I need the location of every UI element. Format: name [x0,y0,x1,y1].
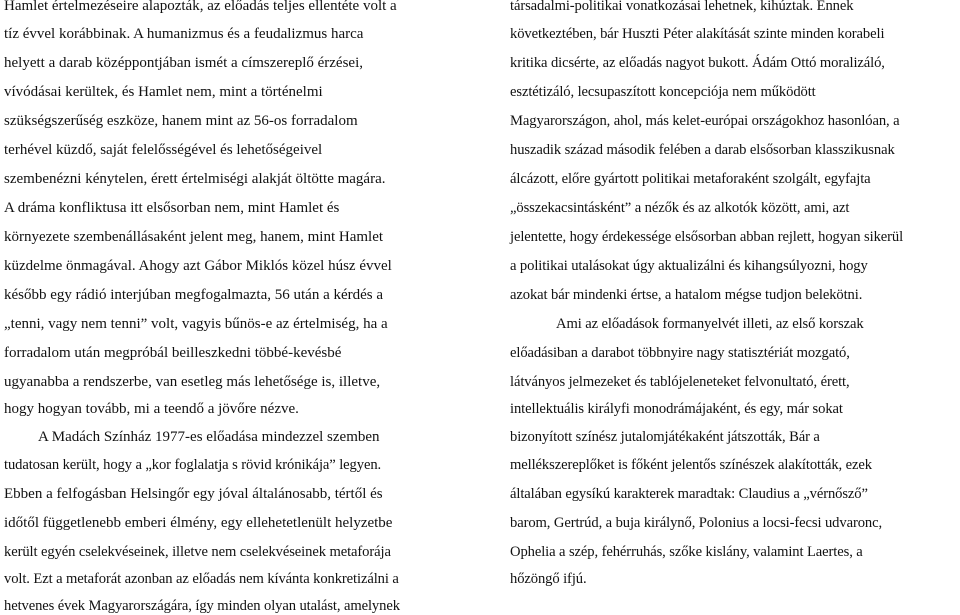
text-line: környezete szembenállásaként jelent meg, hanem, mint Hamlet [4,229,384,245]
text-line: a politikai utalásokat úgy aktualizálni és kihangsúlyozni, hogy [510,258,868,274]
text-line: barom, Gertrúd, a buja királynő, Polonius a locsi-fecsi udvaronc, [510,515,883,531]
text-line: Ophelia a szép, fehérruhás, szőke kislány, valamint Laertes, a [510,544,863,560]
text-line: „tenni, vagy nem tenni” volt, vagyis bűnös-e az értelmiség, ha a [4,316,388,332]
text-line: hőzöngő ifjú. [510,571,587,587]
paragraph-start-line: A Madách Színház 1977-es előadása mindezzel szemben [38,429,380,445]
text-line: később egy rádió interjúban megfogalmazta, 56 után a kérdés a [4,287,384,303]
text-line: szükségszerűség eszköze, hanem mint az 56-os forradalom [4,113,358,129]
text-line: küzdelme önmagával. Ahogy azt Gábor Miklós közel húsz évvel [4,258,392,274]
text-line: került egyén cselekvéseinek, illetve nem cselekvéseinek metaforája [4,544,391,560]
text-line: helyett a darab középpontjában ismét a címszereplő érzései, [4,55,364,71]
text-line: azokat bár mindenki értse, a hatalom mégse tudjon belekötni. [510,287,863,303]
text-line: általában egysíkú karakterek maradtak: Claudius a „vérnősző” [510,486,868,502]
text-line: A dráma konfliktusa itt elsősorban nem, mint Hamlet és [4,200,340,216]
text-line: látványos jelmezeket és tablójeleneteket felvonultató, érett, [510,374,850,390]
text-line: társadalmi-politikai vonatkozásai lehetnek, kihúztak. Ennek [510,0,854,14]
text-line: Magyarországon, ahol, más kelet-európai országokhoz hasonlóan, a [510,113,900,129]
text-line: Ebben a felfogásban Helsingőr egy jóval általánosabb, tértől és [4,486,383,502]
text-line: következtében, bár Huszti Péter alakítását szinte minden korabeli [510,26,885,42]
text-line: előadásiban a darabot többnyire nagy statisztériát mozgató, [510,345,850,361]
text-line: szembenézni kénytelen, érett értelmiségi alakját öltötte magára. [4,171,386,187]
text-line: terhével küzdő, saját felelősségével és lehetőségeivel [4,142,323,158]
text-line: intellektuális királyfi monodrámájaként, és egy, már sokat [510,401,843,417]
text-line: tudatosan került, hogy a „kor foglalatja s rövid krónikája” legyen. [4,457,382,473]
text-line: tíz évvel korábbinak. A humanizmus és a feudalizmus harca [4,26,364,42]
text-line: esztétizáló, lecsupaszított koncepciója nem működött [510,84,816,100]
paragraph-start-line: Ami az előadások formanyelvét illeti, az első korszak [556,316,864,332]
text-line: hetvenes évek Magyarországára, így minden olyan utalást, amelynek [4,598,400,614]
text-line: bizonyított színész jutalomjátékaként játszották, Bár a [510,429,820,445]
text-line: jelentette, hogy érdekessége elsősorban abban rejlett, hogyan sikerül [510,229,904,245]
text-line: forradalom után megpróbál beilleszkedni többé-kevésbé [4,345,342,361]
text-line: mellékszereplőket is főként jelentős színészek alakították, ezek [510,457,872,473]
text-line: ugyanabba a rendszerbe, van esetleg más lehetősége is, illetve, [4,374,381,390]
text-line: volt. Ezt a metaforát azonban az előadás nem kívánta konkretizálni a [4,571,399,587]
text-line: huszadik század második felében a darab elsősorban klasszikusnak [510,142,895,158]
text-line: vívódásai kerültek, és Hamlet nem, mint a történelmi [4,84,323,100]
text-line: hogy hogyan tovább, mi a teendő a jövőre nézve. [4,401,299,417]
text-line: „összekacsintásként” a nézők és az alkotók között, ami, azt [510,200,850,216]
text-line: Hamlet értelmezéseire alapozták, az előadás teljes ellentéte volt a [4,0,397,14]
text-line: kritika dicsérte, az előadás nagyot bukott. Ádám Ottó moralizáló, [510,55,885,71]
text-line: időtől függetlenebb emberi élmény, egy ellehetetlenült helyzetbe [4,515,393,531]
text-line: álcázott, előre gyártott politikai metaforaként szolgált, egyfajta [510,171,871,187]
